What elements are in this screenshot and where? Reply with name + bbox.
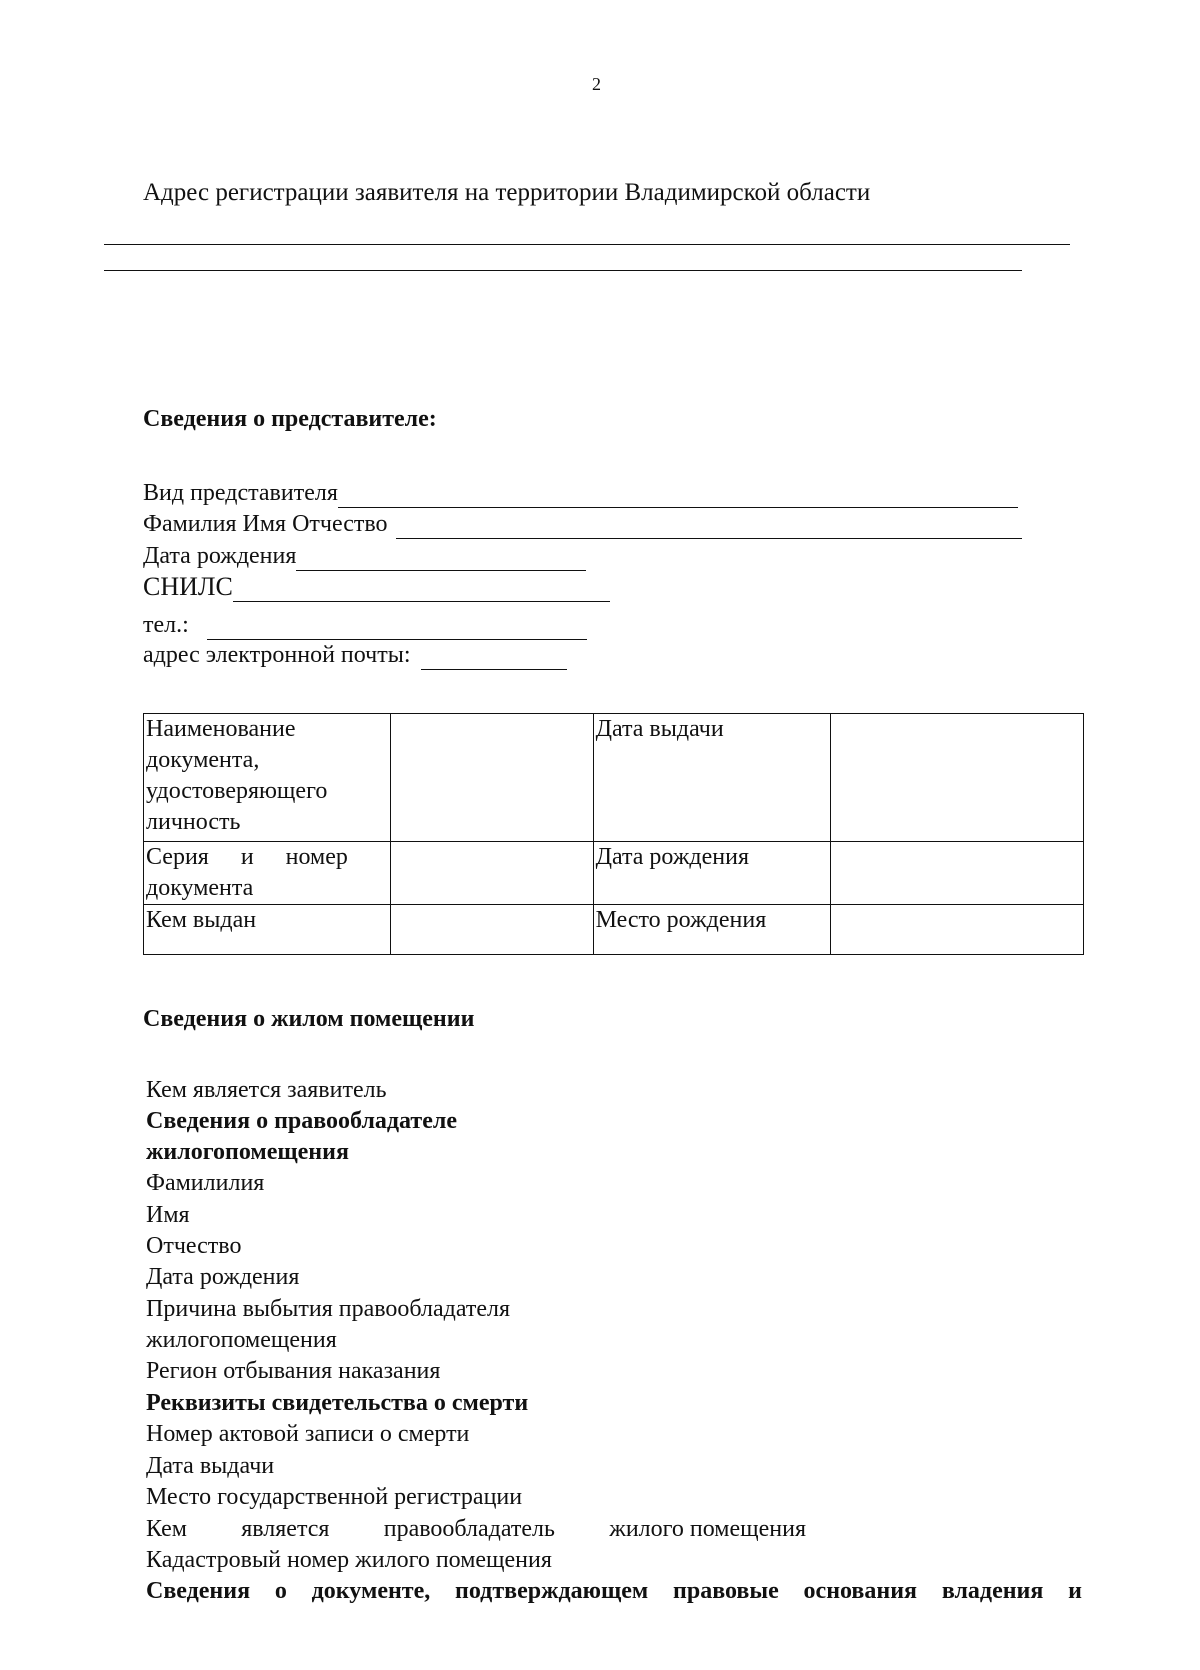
- doc-series-label: [144, 842, 391, 905]
- holder-heading-line-1: Сведения о правообладателе: [146, 1108, 457, 1134]
- sentence-region-label: Регион отбывания наказания: [146, 1358, 441, 1384]
- representative-snils-label: СНИЛС: [143, 572, 233, 601]
- address-line-1[interactable]: [104, 244, 1070, 245]
- doc-series-word: документа: [146, 875, 254, 901]
- doc-series-word: Серия: [146, 844, 209, 870]
- holder-who-word: Кем: [146, 1516, 187, 1542]
- housing-heading: Сведения о жилом помещении: [143, 1006, 475, 1032]
- holder-birth-label: Дата рождения: [146, 1264, 300, 1290]
- issued-by-value[interactable]: [390, 905, 593, 955]
- table-row: [144, 842, 1084, 905]
- table-row: [144, 905, 1084, 955]
- issue-date-label-2: Дата выдачи: [146, 1453, 275, 1479]
- birth-date-value[interactable]: [831, 842, 1084, 905]
- doc-series-word: и: [240, 844, 254, 870]
- issued-by-label: Кем выдан: [144, 905, 391, 955]
- representative-fio-label: Фамилия Имя Отчество: [143, 511, 388, 537]
- death-cert-heading: Реквизиты свидетельства о смерти: [146, 1390, 529, 1416]
- doc-series-value[interactable]: [390, 842, 593, 905]
- representative-email-input[interactable]: [421, 647, 567, 670]
- holder-who-label: [146, 1514, 806, 1545]
- leave-reason-line-2: жилогопомещения: [146, 1327, 337, 1353]
- issue-date-label: Дата выдачи: [593, 714, 831, 842]
- page-number: 2: [592, 74, 601, 94]
- birth-place-label: Место рождения: [593, 905, 831, 955]
- doc-series-word: номер: [285, 844, 348, 870]
- representative-phone-field: [143, 610, 587, 640]
- representative-snils-input[interactable]: [233, 579, 610, 602]
- doc-name-label: Наименование документа, удостоверяющего личность: [144, 714, 391, 842]
- representative-birth-input[interactable]: [296, 548, 586, 571]
- holder-name-label: Имя: [146, 1202, 190, 1228]
- cadastral-number-label: Кадастровый номер жилого помещения: [146, 1547, 552, 1573]
- holder-who-word: является: [241, 1516, 330, 1542]
- issue-date-value[interactable]: [831, 714, 1084, 842]
- holder-patronymic-label: Отчество: [146, 1233, 242, 1259]
- representative-heading: Сведения о представителе:: [143, 406, 437, 432]
- doc-name-value[interactable]: [390, 714, 593, 842]
- representative-phone-label: тел.:: [143, 612, 189, 638]
- representative-email-field: [143, 640, 567, 670]
- identity-document-table: [143, 713, 1084, 955]
- holder-heading-line-2: жилогопомещения: [146, 1139, 349, 1165]
- representative-fio-field: [143, 509, 1022, 539]
- representative-birth-label: Дата рождения: [143, 543, 297, 569]
- address-label: Адрес регистрации заявителя на территории Владимирской области: [143, 179, 871, 206]
- death-record-number-label: Номер актовой записи о смерти: [146, 1421, 470, 1447]
- holder-who-word: жилого помещения: [609, 1516, 806, 1542]
- birth-date-label: Дата рождения: [593, 842, 831, 905]
- table-row: [144, 714, 1084, 842]
- representative-email-label: адрес электронной почты:: [143, 642, 411, 668]
- applicant-role-label: Кем является заявитель: [146, 1077, 387, 1103]
- representative-type-input[interactable]: [338, 485, 1018, 508]
- representative-birth-field: [143, 541, 586, 571]
- holder-surname-label: Фамилилия: [146, 1170, 265, 1196]
- holder-who-word: правообладатель: [383, 1516, 555, 1542]
- representative-fio-input[interactable]: [396, 516, 1022, 539]
- ownership-doc-heading: Сведения о документе, подтверждающем правовые основания владения и: [146, 1578, 1082, 1604]
- address-line-2[interactable]: [104, 270, 1022, 271]
- representative-phone-input[interactable]: [207, 617, 587, 640]
- leave-reason-line-1: Причина выбытия правообладателя: [146, 1296, 511, 1322]
- representative-type-label: Вид представителя: [143, 480, 338, 506]
- representative-snils-field: [143, 572, 610, 602]
- birth-place-value[interactable]: [831, 905, 1084, 955]
- representative-type-field: [143, 478, 1018, 508]
- registration-place-label: Место государственной регистрации: [146, 1484, 523, 1510]
